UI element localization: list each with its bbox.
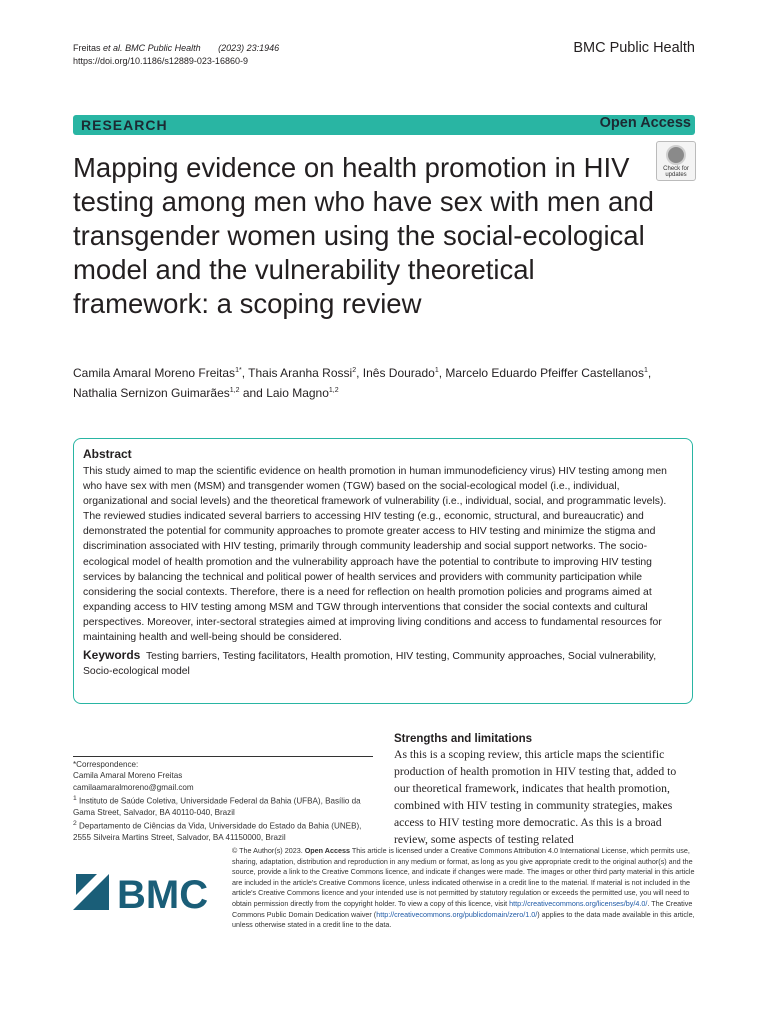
author-separator: and: [239, 386, 267, 400]
affiliation-2: $^2$ Departamento de Ciências da Vida, Universidade do Estado da Bahia (UNEB), 2555 Silveira Martins Street, Salvador, BA 41150000, Brazil: [73, 820, 362, 843]
header-etal: et al.: [103, 43, 123, 53]
author-name: Inês Dourado: [362, 366, 435, 380]
strengths-text: As this is a scoping review, this article maps the scientific production of health promotion in HIV testing that, added to our theoretical framework, indicates that health promotion, combined with HIV testing in community strategies, makes access to HIV testing more democratic. As this is a broad review, some aspects of testing related: [394, 748, 677, 846]
author-separator: ,: [241, 366, 249, 380]
bmc-logo-text: BMC: [117, 873, 209, 915]
header-doi[interactable]: https://doi.org/10.1186/s12889-023-16860-9: [73, 56, 248, 66]
correspondence-block: [73, 756, 373, 843]
author-affiliation-sup: 1: [643, 367, 648, 374]
cc0-link[interactable]: http://creativecommons.org/publicdomain/zero/1.0/: [376, 909, 538, 919]
affiliation-1: $^1$ Instituto de Saúde Coletiva, Universidade Federal da Bahia (UFBA), Basílio da Gama Street, Salvador, BA 40110-040, Brazil: [73, 794, 361, 817]
author-name: Thais Aranha Rossi: [248, 366, 353, 380]
author-name: Laio Magno: [266, 386, 329, 400]
author-affiliation-sup: 1*: [235, 367, 242, 374]
badge-line2: updates: [665, 172, 687, 178]
strengths-heading: Strengths and limitations: [394, 733, 533, 745]
author-affiliation-sup: 2: [352, 367, 357, 374]
open-access-label: Open Access: [599, 115, 691, 131]
correspondence-label: *Correspondence:: [73, 760, 139, 769]
author-name: Nathalia Sernizon Guimarães: [73, 386, 230, 400]
author-list: [73, 362, 693, 402]
keywords-text: Testing barriers, Testing facilitators, Health promotion, HIV testing, Community approaches, Social vulnerability, Socio-ecological model: [83, 651, 657, 678]
abstract-heading: Abstract: [83, 447, 132, 461]
author-separator: ,: [647, 366, 652, 380]
abstract-box: [73, 438, 693, 704]
badge-line1: Check for: [663, 166, 689, 172]
author-affiliation-sup: 1,2: [328, 387, 339, 394]
author-name: Camila Amaral Moreno Freitas: [73, 366, 236, 380]
bmc-logo: [73, 870, 218, 915]
author-name: Marcelo Eduardo Pfeiffer Castellanos: [445, 366, 644, 380]
correspondence-name: Camila Amaral Moreno Freitas: [73, 771, 183, 781]
strengths-section: [394, 733, 694, 848]
update-icon: [666, 145, 686, 165]
author-separator: ,: [438, 366, 446, 380]
license-text: © The Author(s) 2023. Open Access This article is licensed under a Creative Commons Attribution 4.0 International License, which permits use, sharing, adaptation, distribution and reproduction in any medium or format, as long as you give appropriate credit to the original author(s) and the source, provide a link to the Creative Commons licence, and indicate if changes were made. The images or other third party material in this article are included in the article's Creative Commons licence, unless indicated otherwise in a credit line to the material. If material is not included in the article's Creative Commons licence and your intended use is not permitted by statutory regulation or exceeds the permitted use, you will need to obtain permission directly from the copyright holder. To view a copy of this licence, visit http://creativecommons.org/licenses/by/4.0/. The Creative Commons Public Domain Dedication waiver (http://creativecommons.org/publicdomain/zero/1.0/) applies to the data made available in this article, unless otherwise stated in a credit line to the data.: [232, 846, 695, 930]
license-link[interactable]: http://creativecommons.org/licenses/by/4.0/: [509, 898, 648, 908]
article-type-banner: [73, 115, 695, 135]
author-affiliation-sup: 1,2: [229, 387, 240, 394]
article-title: Mapping evidence on health promotion in HIV testing among men who have sex with men and transgender women using the social-ecological model and the vulnerability theoretical framework: a scoping review: [73, 152, 654, 319]
article-type: RESEARCH: [81, 117, 168, 133]
keywords: [83, 648, 683, 679]
author-separator: ,: [356, 366, 363, 380]
header-citation: (2023) 23:1946: [218, 43, 280, 53]
keywords-label: Keywords: [83, 648, 141, 663]
running-header: [73, 42, 279, 68]
correspondence-email[interactable]: camilaamaralmoreno@gmail.com: [73, 782, 194, 792]
journal-name: BMC Public Health: [573, 40, 695, 56]
header-author: Freitas: [73, 43, 101, 53]
header-journal-short: BMC Public Health: [125, 43, 201, 53]
author-affiliation-sup: 1: [434, 367, 439, 374]
abstract-text: This study aimed to map the scientific evidence on health promotion in human immunodeficiency virus) HIV testing among men who have sex with men (MSM) and transgender women (TGW) based on the social-ecological model (i.e., individual, organizational and social levels) and the theoretical framework of vulnerability (i.e., individual, social, and programmatic levels). The reviewed studies indicated several barriers to accessing HIV testing (e.g., economic, structural, and bureaucratic) and demonstrated the potential for community approaches to promote greater access to HIV testing and minimize the stigma and discrimination associated with HIV testing, primarily through community leadership and social support networks. The socio-ecological model of health promotion and the vulnerability approach have the potential to contribute to improving HIV testing services by balancing the technical and political power of health services and providers with community participation while considering the social contexts. Therefore, there is a need for reflection on health promotion policies and programs aimed at expanding access to HIV testing among MSM and TGW through interventions that consider the social contexts and cultural perspectives. Moreover, inter-sectoral strategies aimed at improving living conditions and access to fundamental resources for maintaining health and well-being should be considered.: [83, 466, 667, 644]
